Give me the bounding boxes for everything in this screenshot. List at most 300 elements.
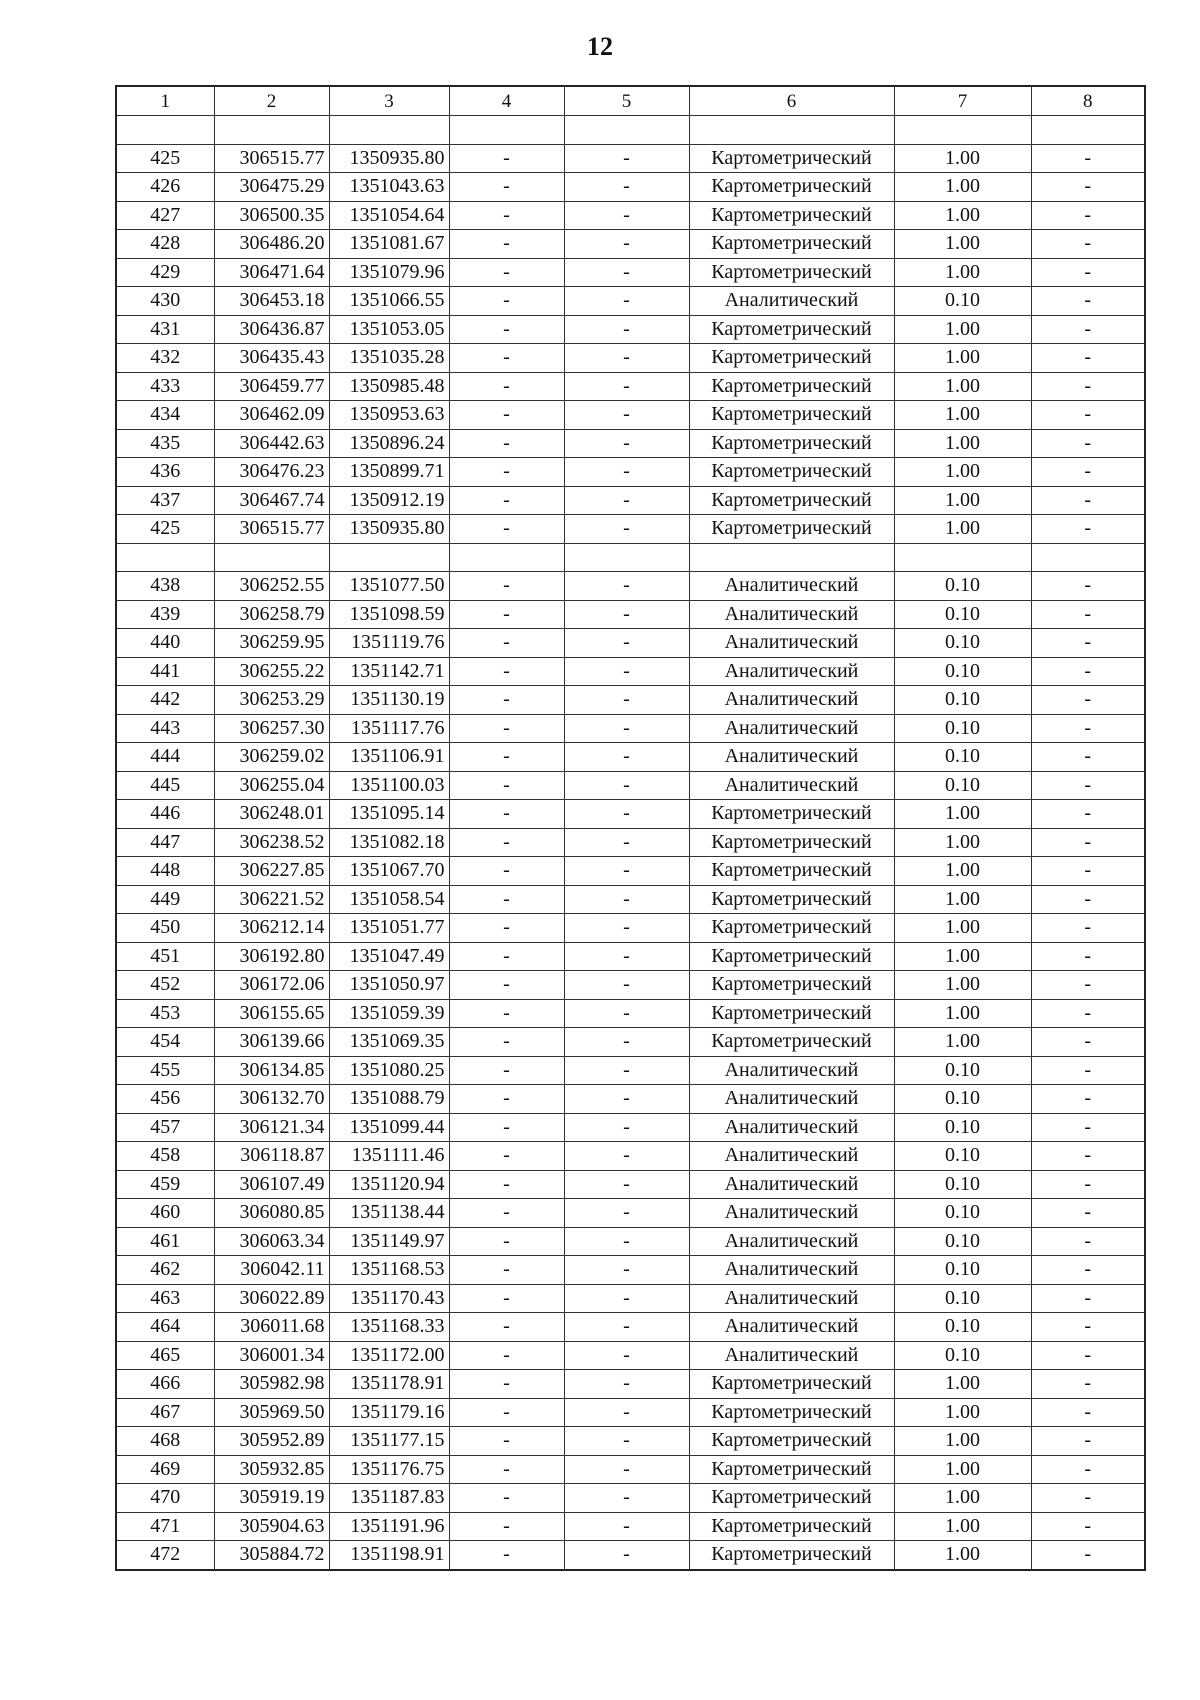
x-coordinate-cell: 306248.01	[214, 800, 329, 829]
col-4-cell: -	[449, 1455, 564, 1484]
x-coordinate-cell: 305969.50	[214, 1398, 329, 1427]
y-coordinate-cell: 1351179.16	[329, 1398, 449, 1427]
x-coordinate-cell: 306467.74	[214, 486, 329, 515]
method-cell: Аналитический	[689, 1085, 894, 1114]
x-coordinate-cell: 305932.85	[214, 1455, 329, 1484]
x-coordinate-cell: 306515.77	[214, 144, 329, 173]
point-number-cell: 439	[116, 600, 214, 629]
table-row	[116, 1370, 1145, 1399]
col-8-cell: -	[1031, 1113, 1145, 1142]
y-coordinate-cell: 1351172.00	[329, 1341, 449, 1370]
table-row	[116, 486, 1145, 515]
method-cell: Аналитический	[689, 1199, 894, 1228]
method-cell: Картометрический	[689, 857, 894, 886]
x-coordinate-cell: 306134.85	[214, 1056, 329, 1085]
x-coordinate-cell: 306462.09	[214, 401, 329, 430]
x-coordinate-cell: 306471.64	[214, 258, 329, 287]
point-number-cell: 438	[116, 572, 214, 601]
empty-separator-row	[116, 543, 1145, 572]
col-8-cell: -	[1031, 372, 1145, 401]
method-cell: Картометрический	[689, 828, 894, 857]
y-coordinate-cell: 1351120.94	[329, 1170, 449, 1199]
accuracy-cell: 1.00	[894, 429, 1031, 458]
col-5-cell: -	[564, 486, 689, 515]
table-row	[116, 344, 1145, 373]
y-coordinate-cell: 1351178.91	[329, 1370, 449, 1399]
x-coordinate-cell: 306255.22	[214, 657, 329, 686]
table-row	[116, 743, 1145, 772]
y-coordinate-cell: 1351069.35	[329, 1028, 449, 1057]
col-8-cell: -	[1031, 1512, 1145, 1541]
accuracy-cell: 0.10	[894, 686, 1031, 715]
method-cell: Аналитический	[689, 1256, 894, 1285]
table-row	[116, 1113, 1145, 1142]
empty-cell	[214, 116, 329, 145]
col-4-cell: -	[449, 885, 564, 914]
col-4-cell: -	[449, 1170, 564, 1199]
x-coordinate-cell: 306011.68	[214, 1313, 329, 1342]
col-4-cell: -	[449, 173, 564, 202]
accuracy-cell: 1.00	[894, 344, 1031, 373]
accuracy-cell: 1.00	[894, 515, 1031, 544]
table-row	[116, 600, 1145, 629]
col-8-cell: -	[1031, 686, 1145, 715]
col-5-cell: -	[564, 885, 689, 914]
table-row	[116, 572, 1145, 601]
col-4-cell: -	[449, 971, 564, 1000]
x-coordinate-cell: 306475.29	[214, 173, 329, 202]
table-row	[116, 1085, 1145, 1114]
accuracy-cell: 1.00	[894, 486, 1031, 515]
col-8-cell: -	[1031, 800, 1145, 829]
point-number-cell: 445	[116, 771, 214, 800]
col-4-cell: -	[449, 942, 564, 971]
table-row	[116, 657, 1145, 686]
y-coordinate-cell: 1351054.64	[329, 201, 449, 230]
point-number-cell: 463	[116, 1284, 214, 1313]
point-number-cell: 471	[116, 1512, 214, 1541]
col-4-cell: -	[449, 401, 564, 430]
col-4-cell: -	[449, 144, 564, 173]
table-row	[116, 372, 1145, 401]
table-body	[116, 86, 1145, 1570]
col-4-cell: -	[449, 686, 564, 715]
col-5-cell: -	[564, 657, 689, 686]
y-coordinate-cell: 1351117.76	[329, 714, 449, 743]
y-coordinate-cell: 1350912.19	[329, 486, 449, 515]
x-coordinate-cell: 306001.34	[214, 1341, 329, 1370]
col-4-cell: -	[449, 1313, 564, 1342]
col-5-cell: -	[564, 1113, 689, 1142]
method-cell: Картометрический	[689, 999, 894, 1028]
table-row	[116, 458, 1145, 487]
point-number-cell: 452	[116, 971, 214, 1000]
y-coordinate-cell: 1351149.97	[329, 1227, 449, 1256]
col-5-cell: -	[564, 629, 689, 658]
y-coordinate-cell: 1351082.18	[329, 828, 449, 857]
table-row	[116, 1170, 1145, 1199]
table-row	[116, 686, 1145, 715]
col-4-cell: -	[449, 1284, 564, 1313]
x-coordinate-cell: 305919.19	[214, 1484, 329, 1513]
y-coordinate-cell: 1351191.96	[329, 1512, 449, 1541]
column-header: 8	[1031, 86, 1145, 116]
table-row	[116, 401, 1145, 430]
accuracy-cell: 1.00	[894, 1370, 1031, 1399]
col-8-cell: -	[1031, 287, 1145, 316]
accuracy-cell: 0.10	[894, 714, 1031, 743]
method-cell: Аналитический	[689, 657, 894, 686]
y-coordinate-cell: 1351130.19	[329, 686, 449, 715]
col-5-cell: -	[564, 372, 689, 401]
table-row	[116, 800, 1145, 829]
col-5-cell: -	[564, 1541, 689, 1570]
col-4-cell: -	[449, 1484, 564, 1513]
col-8-cell: -	[1031, 144, 1145, 173]
point-number-cell: 455	[116, 1056, 214, 1085]
col-4-cell: -	[449, 828, 564, 857]
col-8-cell: -	[1031, 1541, 1145, 1570]
x-coordinate-cell: 305982.98	[214, 1370, 329, 1399]
y-coordinate-cell: 1351187.83	[329, 1484, 449, 1513]
accuracy-cell: 0.10	[894, 657, 1031, 686]
point-number-cell: 448	[116, 857, 214, 886]
x-coordinate-cell: 306253.29	[214, 686, 329, 715]
point-number-cell: 429	[116, 258, 214, 287]
point-number-cell: 470	[116, 1484, 214, 1513]
table-row	[116, 971, 1145, 1000]
accuracy-cell: 0.10	[894, 1142, 1031, 1171]
table-row	[116, 857, 1145, 886]
point-number-cell: 427	[116, 201, 214, 230]
y-coordinate-cell: 1350935.80	[329, 144, 449, 173]
x-coordinate-cell: 306118.87	[214, 1142, 329, 1171]
x-coordinate-cell: 306436.87	[214, 315, 329, 344]
point-number-cell: 442	[116, 686, 214, 715]
col-8-cell: -	[1031, 1142, 1145, 1171]
table-row	[116, 999, 1145, 1028]
y-coordinate-cell: 1351080.25	[329, 1056, 449, 1085]
col-5-cell: -	[564, 144, 689, 173]
point-number-cell: 447	[116, 828, 214, 857]
col-5-cell: -	[564, 1256, 689, 1285]
point-number-cell: 443	[116, 714, 214, 743]
empty-cell	[894, 116, 1031, 145]
col-5-cell: -	[564, 1028, 689, 1057]
accuracy-cell: 0.10	[894, 771, 1031, 800]
col-5-cell: -	[564, 999, 689, 1028]
y-coordinate-cell: 1351138.44	[329, 1199, 449, 1228]
method-cell: Картометрический	[689, 1541, 894, 1570]
y-coordinate-cell: 1351142.71	[329, 657, 449, 686]
x-coordinate-cell: 306459.77	[214, 372, 329, 401]
x-coordinate-cell: 306255.04	[214, 771, 329, 800]
col-5-cell: -	[564, 686, 689, 715]
method-cell: Картометрический	[689, 914, 894, 943]
accuracy-cell: 0.10	[894, 1056, 1031, 1085]
col-4-cell: -	[449, 1056, 564, 1085]
accuracy-cell: 1.00	[894, 201, 1031, 230]
x-coordinate-cell: 306238.52	[214, 828, 329, 857]
point-number-cell: 460	[116, 1199, 214, 1228]
empty-cell	[116, 116, 214, 145]
accuracy-cell: 0.10	[894, 1341, 1031, 1370]
table-row	[116, 1056, 1145, 1085]
col-4-cell: -	[449, 515, 564, 544]
col-8-cell: -	[1031, 1455, 1145, 1484]
accuracy-cell: 0.10	[894, 1170, 1031, 1199]
col-8-cell: -	[1031, 857, 1145, 886]
x-coordinate-cell: 305904.63	[214, 1512, 329, 1541]
y-coordinate-cell: 1351067.70	[329, 857, 449, 886]
col-8-cell: -	[1031, 344, 1145, 373]
accuracy-cell: 0.10	[894, 1256, 1031, 1285]
point-number-cell: 432	[116, 344, 214, 373]
y-coordinate-cell: 1351170.43	[329, 1284, 449, 1313]
accuracy-cell: 1.00	[894, 230, 1031, 259]
method-cell: Картометрический	[689, 885, 894, 914]
table-row	[116, 1199, 1145, 1228]
y-coordinate-cell: 1351058.54	[329, 885, 449, 914]
method-cell: Картометрический	[689, 800, 894, 829]
accuracy-cell: 0.10	[894, 287, 1031, 316]
column-header: 2	[214, 86, 329, 116]
point-number-cell: 426	[116, 173, 214, 202]
table-row	[116, 1028, 1145, 1057]
method-cell: Аналитический	[689, 1056, 894, 1085]
point-number-cell: 472	[116, 1541, 214, 1570]
method-cell: Картометрический	[689, 144, 894, 173]
table-row	[116, 1541, 1145, 1570]
col-8-cell: -	[1031, 230, 1145, 259]
col-4-cell: -	[449, 486, 564, 515]
col-5-cell: -	[564, 914, 689, 943]
accuracy-cell: 1.00	[894, 971, 1031, 1000]
method-cell: Аналитический	[689, 629, 894, 658]
accuracy-cell: 1.00	[894, 1541, 1031, 1570]
method-cell: Картометрический	[689, 458, 894, 487]
col-4-cell: -	[449, 1256, 564, 1285]
col-5-cell: -	[564, 800, 689, 829]
point-number-cell: 441	[116, 657, 214, 686]
col-5-cell: -	[564, 1085, 689, 1114]
point-number-cell: 435	[116, 429, 214, 458]
col-4-cell: -	[449, 771, 564, 800]
y-coordinate-cell: 1350985.48	[329, 372, 449, 401]
x-coordinate-cell: 306212.14	[214, 914, 329, 943]
point-number-cell: 469	[116, 1455, 214, 1484]
accuracy-cell: 1.00	[894, 857, 1031, 886]
col-8-cell: -	[1031, 458, 1145, 487]
x-coordinate-cell: 306172.06	[214, 971, 329, 1000]
col-5-cell: -	[564, 401, 689, 430]
method-cell: Аналитический	[689, 1227, 894, 1256]
col-4-cell: -	[449, 230, 564, 259]
table-row	[116, 828, 1145, 857]
col-4-cell: -	[449, 572, 564, 601]
col-5-cell: -	[564, 1199, 689, 1228]
col-4-cell: -	[449, 1341, 564, 1370]
col-4-cell: -	[449, 714, 564, 743]
method-cell: Картометрический	[689, 258, 894, 287]
accuracy-cell: 1.00	[894, 315, 1031, 344]
accuracy-cell: 0.10	[894, 572, 1031, 601]
accuracy-cell: 1.00	[894, 885, 1031, 914]
method-cell: Картометрический	[689, 1455, 894, 1484]
col-5-cell: -	[564, 1227, 689, 1256]
table-row	[116, 315, 1145, 344]
x-coordinate-cell: 306500.35	[214, 201, 329, 230]
col-8-cell: -	[1031, 828, 1145, 857]
y-coordinate-cell: 1351043.63	[329, 173, 449, 202]
column-header: 5	[564, 86, 689, 116]
accuracy-cell: 0.10	[894, 1085, 1031, 1114]
x-coordinate-cell: 305952.89	[214, 1427, 329, 1456]
col-5-cell: -	[564, 857, 689, 886]
empty-cell	[564, 543, 689, 572]
col-5-cell: -	[564, 1284, 689, 1313]
col-8-cell: -	[1031, 201, 1145, 230]
col-8-cell: -	[1031, 1284, 1145, 1313]
table-row	[116, 230, 1145, 259]
method-cell: Картометрический	[689, 401, 894, 430]
point-number-cell: 468	[116, 1427, 214, 1456]
accuracy-cell: 1.00	[894, 1427, 1031, 1456]
method-cell: Аналитический	[689, 1113, 894, 1142]
x-coordinate-cell: 306227.85	[214, 857, 329, 886]
point-number-cell: 456	[116, 1085, 214, 1114]
y-coordinate-cell: 1351081.67	[329, 230, 449, 259]
col-8-cell: -	[1031, 971, 1145, 1000]
col-8-cell: -	[1031, 771, 1145, 800]
col-4-cell: -	[449, 1142, 564, 1171]
point-number-cell: 425	[116, 515, 214, 544]
col-4-cell: -	[449, 1028, 564, 1057]
x-coordinate-cell: 306063.34	[214, 1227, 329, 1256]
col-4-cell: -	[449, 999, 564, 1028]
x-coordinate-cell: 306139.66	[214, 1028, 329, 1057]
col-5-cell: -	[564, 1341, 689, 1370]
col-4-cell: -	[449, 1398, 564, 1427]
method-cell: Аналитический	[689, 1142, 894, 1171]
y-coordinate-cell: 1351106.91	[329, 743, 449, 772]
col-5-cell: -	[564, 600, 689, 629]
method-cell: Картометрический	[689, 1028, 894, 1057]
col-4-cell: -	[449, 600, 564, 629]
method-cell: Картометрический	[689, 173, 894, 202]
point-number-cell: 430	[116, 287, 214, 316]
col-5-cell: -	[564, 429, 689, 458]
y-coordinate-cell: 1351079.96	[329, 258, 449, 287]
table-row	[116, 1512, 1145, 1541]
col-4-cell: -	[449, 800, 564, 829]
col-4-cell: -	[449, 1370, 564, 1399]
x-coordinate-cell: 306155.65	[214, 999, 329, 1028]
method-cell: Картометрический	[689, 1370, 894, 1399]
empty-cell	[689, 116, 894, 145]
col-5-cell: -	[564, 1398, 689, 1427]
col-8-cell: -	[1031, 1341, 1145, 1370]
col-8-cell: -	[1031, 743, 1145, 772]
point-number-cell: 434	[116, 401, 214, 430]
column-header: 4	[449, 86, 564, 116]
table-row	[116, 1341, 1145, 1370]
x-coordinate-cell: 306221.52	[214, 885, 329, 914]
col-8-cell: -	[1031, 1056, 1145, 1085]
col-5-cell: -	[564, 1170, 689, 1199]
col-4-cell: -	[449, 458, 564, 487]
col-4-cell: -	[449, 1541, 564, 1570]
col-5-cell: -	[564, 201, 689, 230]
col-8-cell: -	[1031, 1256, 1145, 1285]
col-8-cell: -	[1031, 1370, 1145, 1399]
point-number-cell: 451	[116, 942, 214, 971]
col-4-cell: -	[449, 1427, 564, 1456]
accuracy-cell: 0.10	[894, 743, 1031, 772]
col-5-cell: -	[564, 258, 689, 287]
empty-cell	[894, 543, 1031, 572]
point-number-cell: 436	[116, 458, 214, 487]
col-8-cell: -	[1031, 1170, 1145, 1199]
x-coordinate-cell: 306476.23	[214, 458, 329, 487]
point-number-cell: 467	[116, 1398, 214, 1427]
col-8-cell: -	[1031, 1227, 1145, 1256]
col-5-cell: -	[564, 315, 689, 344]
point-number-cell: 425	[116, 144, 214, 173]
col-4-cell: -	[449, 287, 564, 316]
method-cell: Картометрический	[689, 315, 894, 344]
col-8-cell: -	[1031, 1313, 1145, 1342]
col-5-cell: -	[564, 1455, 689, 1484]
empty-cell	[1031, 116, 1145, 145]
col-5-cell: -	[564, 1370, 689, 1399]
point-number-cell: 433	[116, 372, 214, 401]
col-4-cell: -	[449, 344, 564, 373]
col-8-cell: -	[1031, 429, 1145, 458]
x-coordinate-cell: 306259.02	[214, 743, 329, 772]
method-cell: Аналитический	[689, 572, 894, 601]
column-header: 6	[689, 86, 894, 116]
accuracy-cell: 1.00	[894, 401, 1031, 430]
col-4-cell: -	[449, 201, 564, 230]
coordinates-table	[115, 85, 1146, 1571]
table-row	[116, 629, 1145, 658]
x-coordinate-cell: 306486.20	[214, 230, 329, 259]
table-row	[116, 1227, 1145, 1256]
method-cell: Аналитический	[689, 743, 894, 772]
point-number-cell: 462	[116, 1256, 214, 1285]
col-5-cell: -	[564, 287, 689, 316]
col-5-cell: -	[564, 344, 689, 373]
method-cell: Картометрический	[689, 1512, 894, 1541]
col-8-cell: -	[1031, 1028, 1145, 1057]
col-5-cell: -	[564, 572, 689, 601]
y-coordinate-cell: 1351077.50	[329, 572, 449, 601]
method-cell: Аналитический	[689, 1170, 894, 1199]
accuracy-cell: 0.10	[894, 600, 1031, 629]
table-row	[116, 144, 1145, 173]
accuracy-cell: 1.00	[894, 1484, 1031, 1513]
table-row	[116, 1284, 1145, 1313]
col-8-cell: -	[1031, 1484, 1145, 1513]
col-8-cell: -	[1031, 600, 1145, 629]
method-cell: Картометрический	[689, 372, 894, 401]
point-number-cell: 450	[116, 914, 214, 943]
x-coordinate-cell: 306259.95	[214, 629, 329, 658]
col-5-cell: -	[564, 971, 689, 1000]
method-cell: Аналитический	[689, 686, 894, 715]
accuracy-cell: 1.00	[894, 1398, 1031, 1427]
